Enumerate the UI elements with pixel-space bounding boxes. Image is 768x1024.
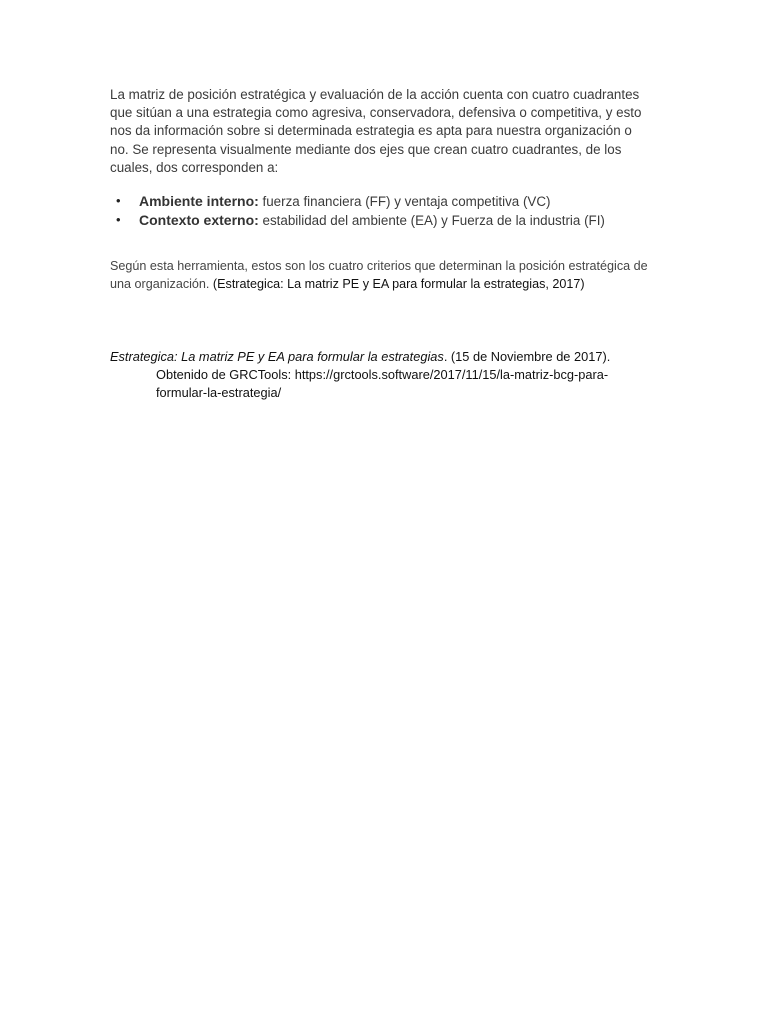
document-content [110, 86, 648, 402]
bullet-icon: • [116, 193, 121, 209]
bullet-term: Contexto externo: [139, 212, 259, 229]
reference-title: Estrategica: La matriz PE y EA para formular la estrategias [110, 349, 444, 365]
inline-citation: (Estrategica: La matriz PE y EA para formular la estrategias, 2017) [212, 276, 585, 291]
reference-details: . (15 de Noviembre de 2017). Obtenido de GRCTools: https://grctools.software/2017/11/15/la-matriz-bcg-para-formular-la-estrategia/ [156, 349, 611, 401]
bullet-icon: • [116, 212, 121, 228]
bullet-text: fuerza financiera (FF) y ventaja competitiva (VC) [258, 194, 551, 210]
list-item [110, 192, 648, 211]
intro-paragraph: La matriz de posición estratégica y evaluación de la acción cuenta con cuatro cuadrantes que sitúan a una estrategia como agresiva, conservadora, defensiva o competitiva, y esto nos da información sobre si determinada estrategia es apta para nuestra organización o no. Se representa visualmente mediante dos ejes que crean cuatro cuadrantes, de los cuales, dos corresponden a: [110, 87, 642, 175]
criteria-text: Según esta herramienta, estos son los cuatro criterios que determinan la posición estratégica de una organización. [110, 259, 648, 291]
bullet-term: Ambiente interno: [139, 193, 259, 210]
bullet-text: estabilidad del ambiente (EA) y Fuerza de la industria (FI) [258, 213, 605, 229]
criteria-paragraph [110, 258, 648, 293]
bibliography-entry [110, 348, 648, 402]
bullet-list [110, 192, 648, 230]
list-item [110, 211, 648, 230]
